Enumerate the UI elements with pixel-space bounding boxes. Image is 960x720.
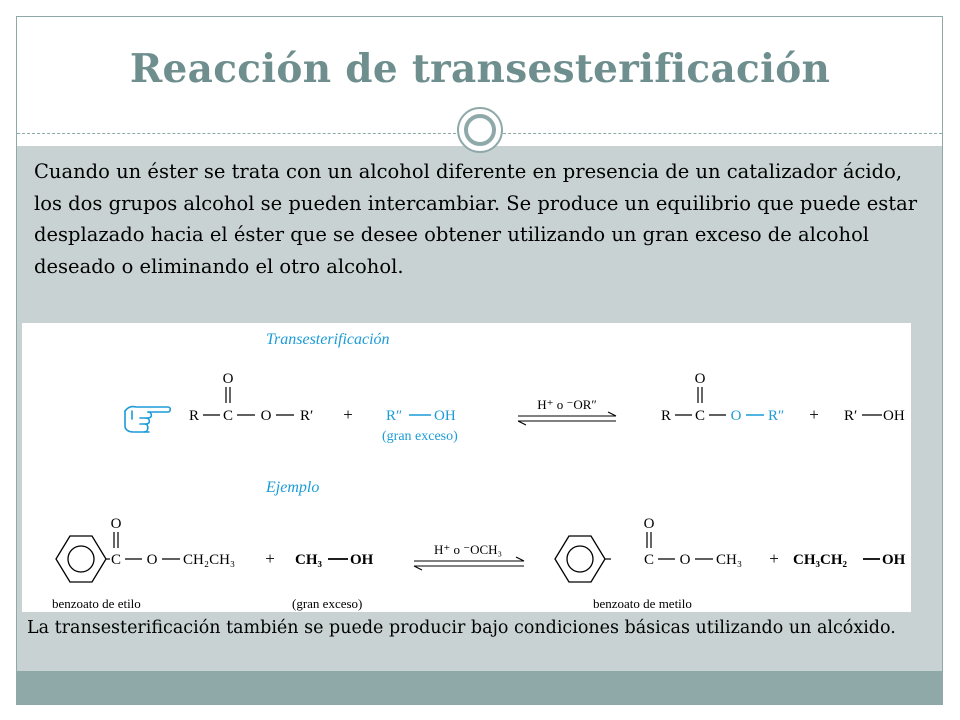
ethanol-ch3ch2: CH₃CH₂: [793, 552, 847, 568]
carbonyl-o-general-product: O: [694, 371, 706, 387]
byproduct-r-prime: R′: [844, 408, 858, 424]
footer-bar: [17, 671, 942, 704]
divider-ring-ornament: [457, 107, 503, 153]
reactant-name-benzoato-de-etilo: benzoato de etilo: [52, 596, 141, 611]
heading-ejemplo: Ejemplo: [266, 479, 320, 496]
benzene-ring-product: [555, 536, 605, 582]
plus-sign-3: +: [265, 549, 275, 568]
methanol-ch3: CH₃: [295, 552, 322, 568]
general-reactant-c: C: [222, 408, 234, 424]
plus-sign-4: +: [769, 549, 779, 568]
pointing-hand-icon: [125, 407, 170, 432]
benzene-ring-reactant: [56, 536, 106, 582]
byproduct-oh: OH: [883, 408, 905, 424]
general-reactant-r: R: [188, 408, 200, 424]
example-reactant-o: O: [146, 552, 158, 568]
carbonyl-o-general-reactant: O: [222, 371, 234, 387]
equilibrium-arrows-example: [414, 557, 524, 570]
example-reactant-ethyl: CH₂CH₃: [183, 552, 236, 568]
general-product-r-double-prime: R″: [768, 408, 785, 424]
example-product-o: O: [679, 552, 691, 568]
ethanol-oh: OH: [882, 552, 906, 568]
equilibrium-arrows-general: [518, 412, 616, 425]
general-product-r: R: [660, 408, 672, 424]
general-reactant-rprime: R′: [300, 408, 314, 424]
alcohol-oh: OH: [434, 408, 456, 424]
plus-sign-1: +: [343, 405, 353, 424]
carbonyl-o-example-reactant: O: [110, 516, 122, 532]
general-conditions: H⁺ o ⁻OR″: [537, 397, 597, 412]
methanol-oh: OH: [350, 552, 374, 568]
example-reactant-c: C: [110, 552, 122, 568]
intro-paragraph: Cuando un éster se trata con un alcohol diferente en presencia de un catalizador ácido, los dos grupos alcohol se pueden intercambiar. Se produce un equilibrio que puede estar desplazado hacia el éster que se desee obtener utilizando un gran exceso de alcohol deseado o eliminando el otro alcohol.: [34, 160, 918, 278]
general-product-c: C: [694, 408, 706, 424]
alcohol-r-double-prime: R″: [386, 408, 403, 424]
general-reactant-o: O: [260, 408, 272, 424]
example-product-methyl: CH₃: [716, 552, 743, 568]
bottom-paragraph: La transesterificación también se puede producir bajo condiciones básicas utilizando un alcóxido.: [27, 618, 896, 638]
methanol-excess-note: (gran exceso): [292, 596, 363, 611]
example-conditions: H⁺ o ⁻OCH₃: [433, 542, 503, 557]
example-product-c: C: [643, 552, 655, 568]
product-name-benzoato-de-metilo: benzoato de metilo: [593, 596, 692, 611]
chemical-reaction-figure: [22, 323, 911, 612]
plus-sign-2: +: [809, 405, 819, 424]
heading-transesterificacion: Transesterificación: [266, 331, 390, 348]
carbonyl-o-example-product: O: [643, 516, 655, 532]
general-product-o: O: [730, 408, 742, 424]
alcohol-excess-note: (gran exceso): [382, 429, 458, 444]
slide-title: Reacción de transesterificación: [129, 46, 831, 92]
